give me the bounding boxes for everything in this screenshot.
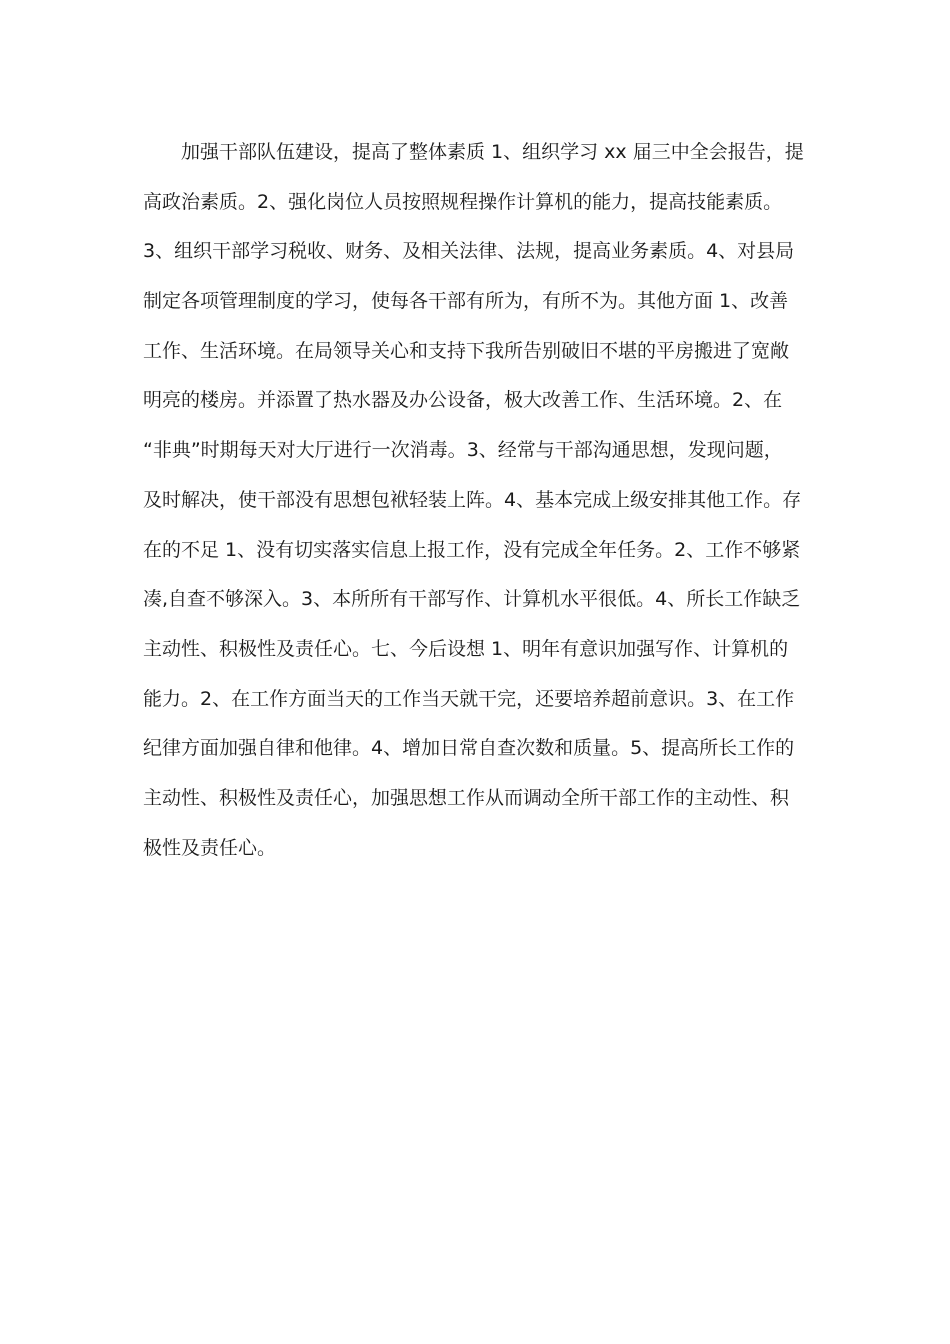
paragraph-line: 3、组织干部学习税收、财务、及相关法律、法规，提高业务素质。4、对县局 [143, 240, 795, 263]
paragraph-line: 极性及责任心。 [143, 836, 277, 859]
paragraph-line: 明亮的楼房。并添置了热水器及办公设备，极大改善工作、生活环境。2、在 [143, 389, 783, 412]
paragraph-line: 凑,自查不够深入。3、本所所有干部写作、计算机水平很低。4、所长工作缺乏 [143, 588, 801, 611]
paragraph-line: 主动性、积极性及责任心，加强思想工作从而调动全所干部工作的主动性、积 [143, 786, 790, 809]
paragraph-line: “非典”时期每天对大厅进行一次消毒。3、经常与干部沟通思想，发现问题， [143, 439, 783, 462]
document-body [143, 128, 807, 873]
paragraph-line: 纪律方面加强自律和他律。4、增加日常自查次数和质量。5、提高所长工作的 [143, 737, 795, 760]
paragraph-line: 制定各项管理制度的学习，使每各干部有所为，有所不为。其他方面 1、改善 [143, 290, 789, 313]
paragraph-line: 主动性、积极性及责任心。七、今后设想 1、明年有意识加强写作、计算机的 [143, 637, 789, 660]
paragraph-line: 及时解决，使干部没有思想包袱轻装上阵。4、基本完成上级安排其他工作。存 [143, 488, 802, 511]
paragraph-line: 能力。2、在工作方面当天的工作当天就干完，还要培养超前意识。3、在工作 [143, 687, 795, 710]
paragraph-line: 在的不足 1、没有切实落实信息上报工作，没有完成全年任务。2、工作不够紧 [143, 538, 801, 561]
paragraph-line: 工作、生活环境。在局领导关心和支持下我所告别破旧不堪的平房搬进了宽敞 [143, 339, 790, 362]
paragraph-line: 高政治素质。2、强化岗位人员按照规程操作计算机的能力，提高技能素质。 [143, 190, 783, 213]
paragraph-line: 加强干部队伍建设，提高了整体素质 1、组织学习 xx 届三中全会报告，提 [181, 141, 804, 163]
